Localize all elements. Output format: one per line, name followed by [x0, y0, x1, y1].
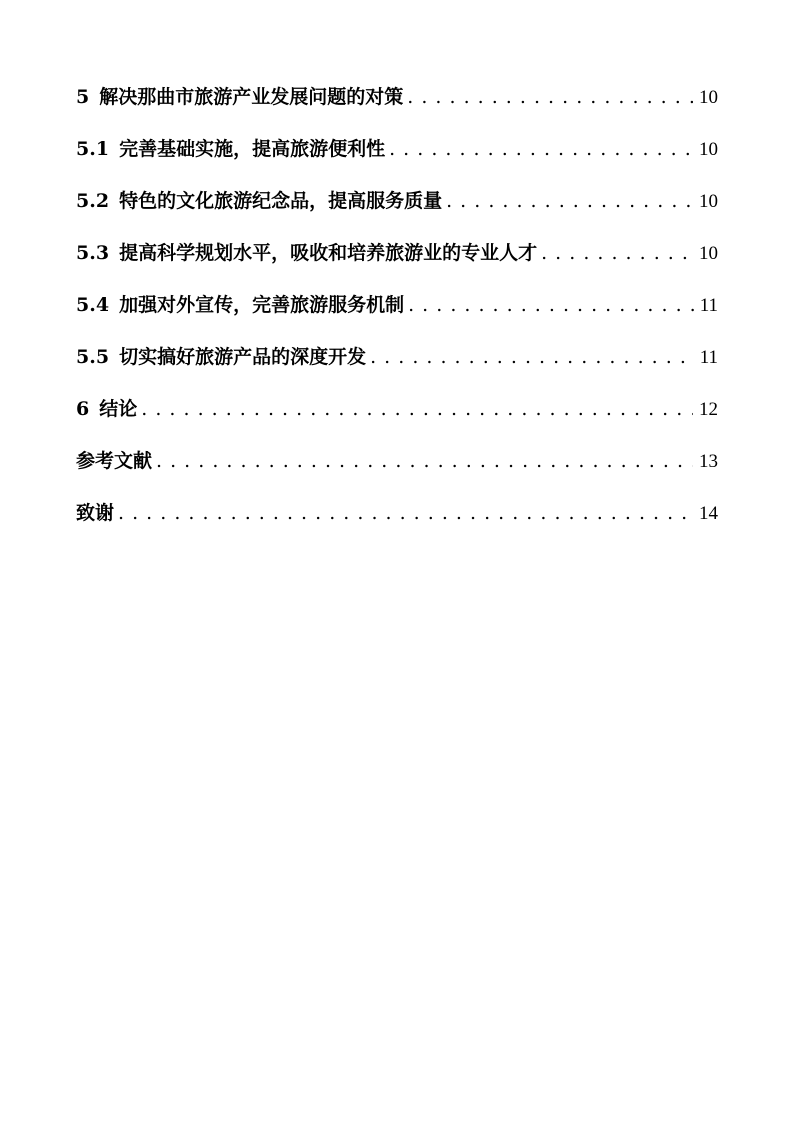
toc-entry-title: 致谢: [76, 502, 115, 524]
toc-entry-page: 11: [699, 347, 718, 368]
toc-entry-title: 提高科学规划水平，吸收和培养旅游业的专业人才: [119, 242, 538, 264]
table-of-contents: [76, 82, 718, 550]
toc-entry-number: 5.1: [76, 138, 110, 160]
toc-entry-5-5[interactable]: [76, 342, 718, 394]
toc-entry-5-1[interactable]: [76, 134, 718, 186]
toc-dot-leader: [408, 294, 694, 316]
toc-entry-page: 13: [699, 451, 718, 472]
toc-entry-title: 解决那曲市旅游产业发展问题的对策: [99, 86, 404, 108]
toc-entry-number: 5.2: [76, 190, 110, 212]
toc-dot-leader: [407, 86, 693, 108]
toc-dot-leader: [541, 242, 693, 264]
toc-entry-acknowledgements[interactable]: [76, 498, 718, 550]
toc-entry-title: 完善基础实施，提高旅游便利性: [119, 138, 386, 160]
toc-entry-number: 5.3: [76, 242, 110, 264]
toc-entry-number: 5.5: [76, 346, 110, 368]
toc-entry-5-4[interactable]: [76, 290, 718, 342]
toc-entry-title: 加强对外宣传，完善旅游服务机制: [119, 294, 405, 316]
toc-dot-leader: [370, 346, 694, 368]
toc-entry-6[interactable]: [76, 394, 718, 446]
toc-dot-leader: [118, 502, 693, 524]
toc-entry-page: 10: [699, 243, 718, 264]
toc-entry-number: 6: [76, 398, 90, 420]
toc-entry-page: 12: [699, 399, 718, 420]
toc-entry-title: 切实搞好旅游产品的深度开发: [119, 346, 367, 368]
toc-dot-leader: [446, 190, 693, 212]
toc-entry-5-3[interactable]: [76, 238, 718, 290]
toc-entry-number: 5.4: [76, 294, 110, 316]
toc-entry-number: 5: [76, 86, 90, 108]
toc-entry-page: 10: [699, 191, 718, 212]
toc-entry-page: 11: [699, 295, 718, 316]
toc-dot-leader: [389, 138, 693, 160]
toc-dot-leader: [141, 398, 693, 420]
toc-entry-page: 10: [699, 87, 718, 108]
toc-entry-title: 特色的文化旅游纪念品，提高服务质量: [119, 190, 443, 212]
toc-dot-leader: [156, 450, 693, 472]
toc-entry-title: 参考文献: [76, 450, 153, 472]
toc-entry-page: 10: [699, 139, 718, 160]
toc-entry-5[interactable]: [76, 82, 718, 134]
toc-entry-references[interactable]: [76, 446, 718, 498]
toc-entry-title: 结论: [99, 398, 138, 420]
toc-entry-5-2[interactable]: [76, 186, 718, 238]
toc-entry-page: 14: [699, 503, 718, 524]
